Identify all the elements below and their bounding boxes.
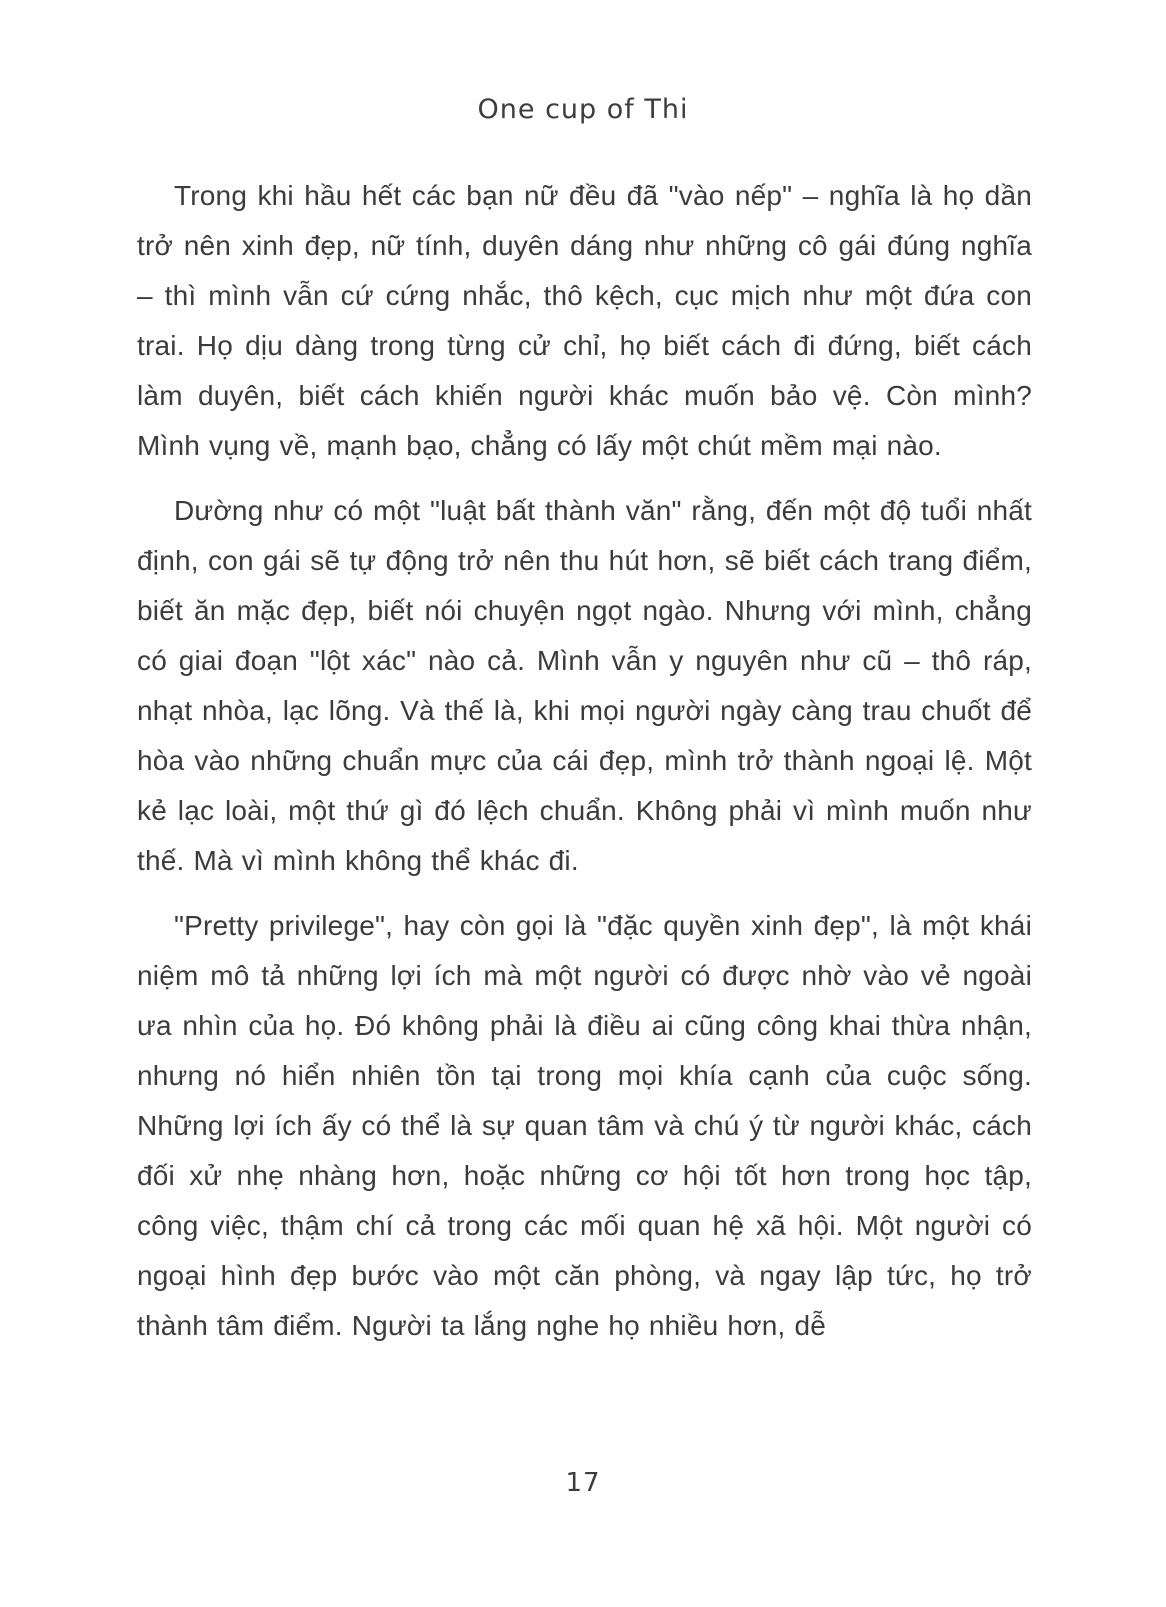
page-number: 17 bbox=[565, 1468, 601, 1498]
paragraph-1: Trong khi hầu hết các bạn nữ đều đã "vào nếp" – nghĩa là họ dần trở nên xinh đẹp, nữ tính, duyên dáng như những cô gái đúng nghĩa – thì mình vẫn cứ cứng nhắc, thô kệch, cục mịch như một đứa con trai. Họ dịu dàng trong từng cử chỉ, họ biết cách đi đứng, biết cách làm duyên, biết cách khiến người khác muốn bảo vệ. Còn mình? Mình vụng về, mạnh bạo, chẳng có lấy một chút mềm mại nào. bbox=[137, 180, 1032, 461]
paragraph-2: Dường như có một "luật bất thành văn" rằng, đến một độ tuổi nhất định, con gái sẽ tự động trở nên thu hút hơn, sẽ biết cách trang điểm, biết ăn mặc đẹp, biết nói chuyện ngọt ngào. Nhưng với mình, chẳng có giai đoạn "lột xác" nào cả. Mình vẫn y nguyên như cũ – thô ráp, nhạt nhòa, lạc lõng. Và thế là, khi mọi người ngày càng trau chuốt để hòa vào những chuẩn mực của cái đẹp, mình trở thành ngoại lệ. Một kẻ lạc loài, một thứ gì đó lệch chuẩn. Không phải vì mình muốn như thế. Mà vì mình không thể khác đi. bbox=[137, 495, 1032, 876]
paragraph-3: "Pretty privilege", hay còn gọi là "đặc quyền xinh đẹp", là một khái niệm mô tả những lợi ích mà một người có được nhờ vào vẻ ngoài ưa nhìn của họ. Đó không phải là điều ai cũng công khai thừa nhận, nhưng nó hiển nhiên tồn tại trong mọi khía cạnh của cuộc sống. Những lợi ích ấy có thể là sự quan tâm và chú ý từ người khác, cách đối xử nhẹ nhàng hơn, hoặc những cơ hội tốt hơn trong học tập, công việc, thậm chí cả trong các mối quan hệ xã hội. Một người có ngoại hình đẹp bước vào một căn phòng, và ngay lập tức, họ trở thành tâm điểm. Người ta lắng nghe họ nhiều hơn, dễ bbox=[137, 910, 1032, 1341]
page-body bbox=[137, 171, 1032, 1366]
running-header-title: One cup of Thi bbox=[477, 94, 689, 125]
